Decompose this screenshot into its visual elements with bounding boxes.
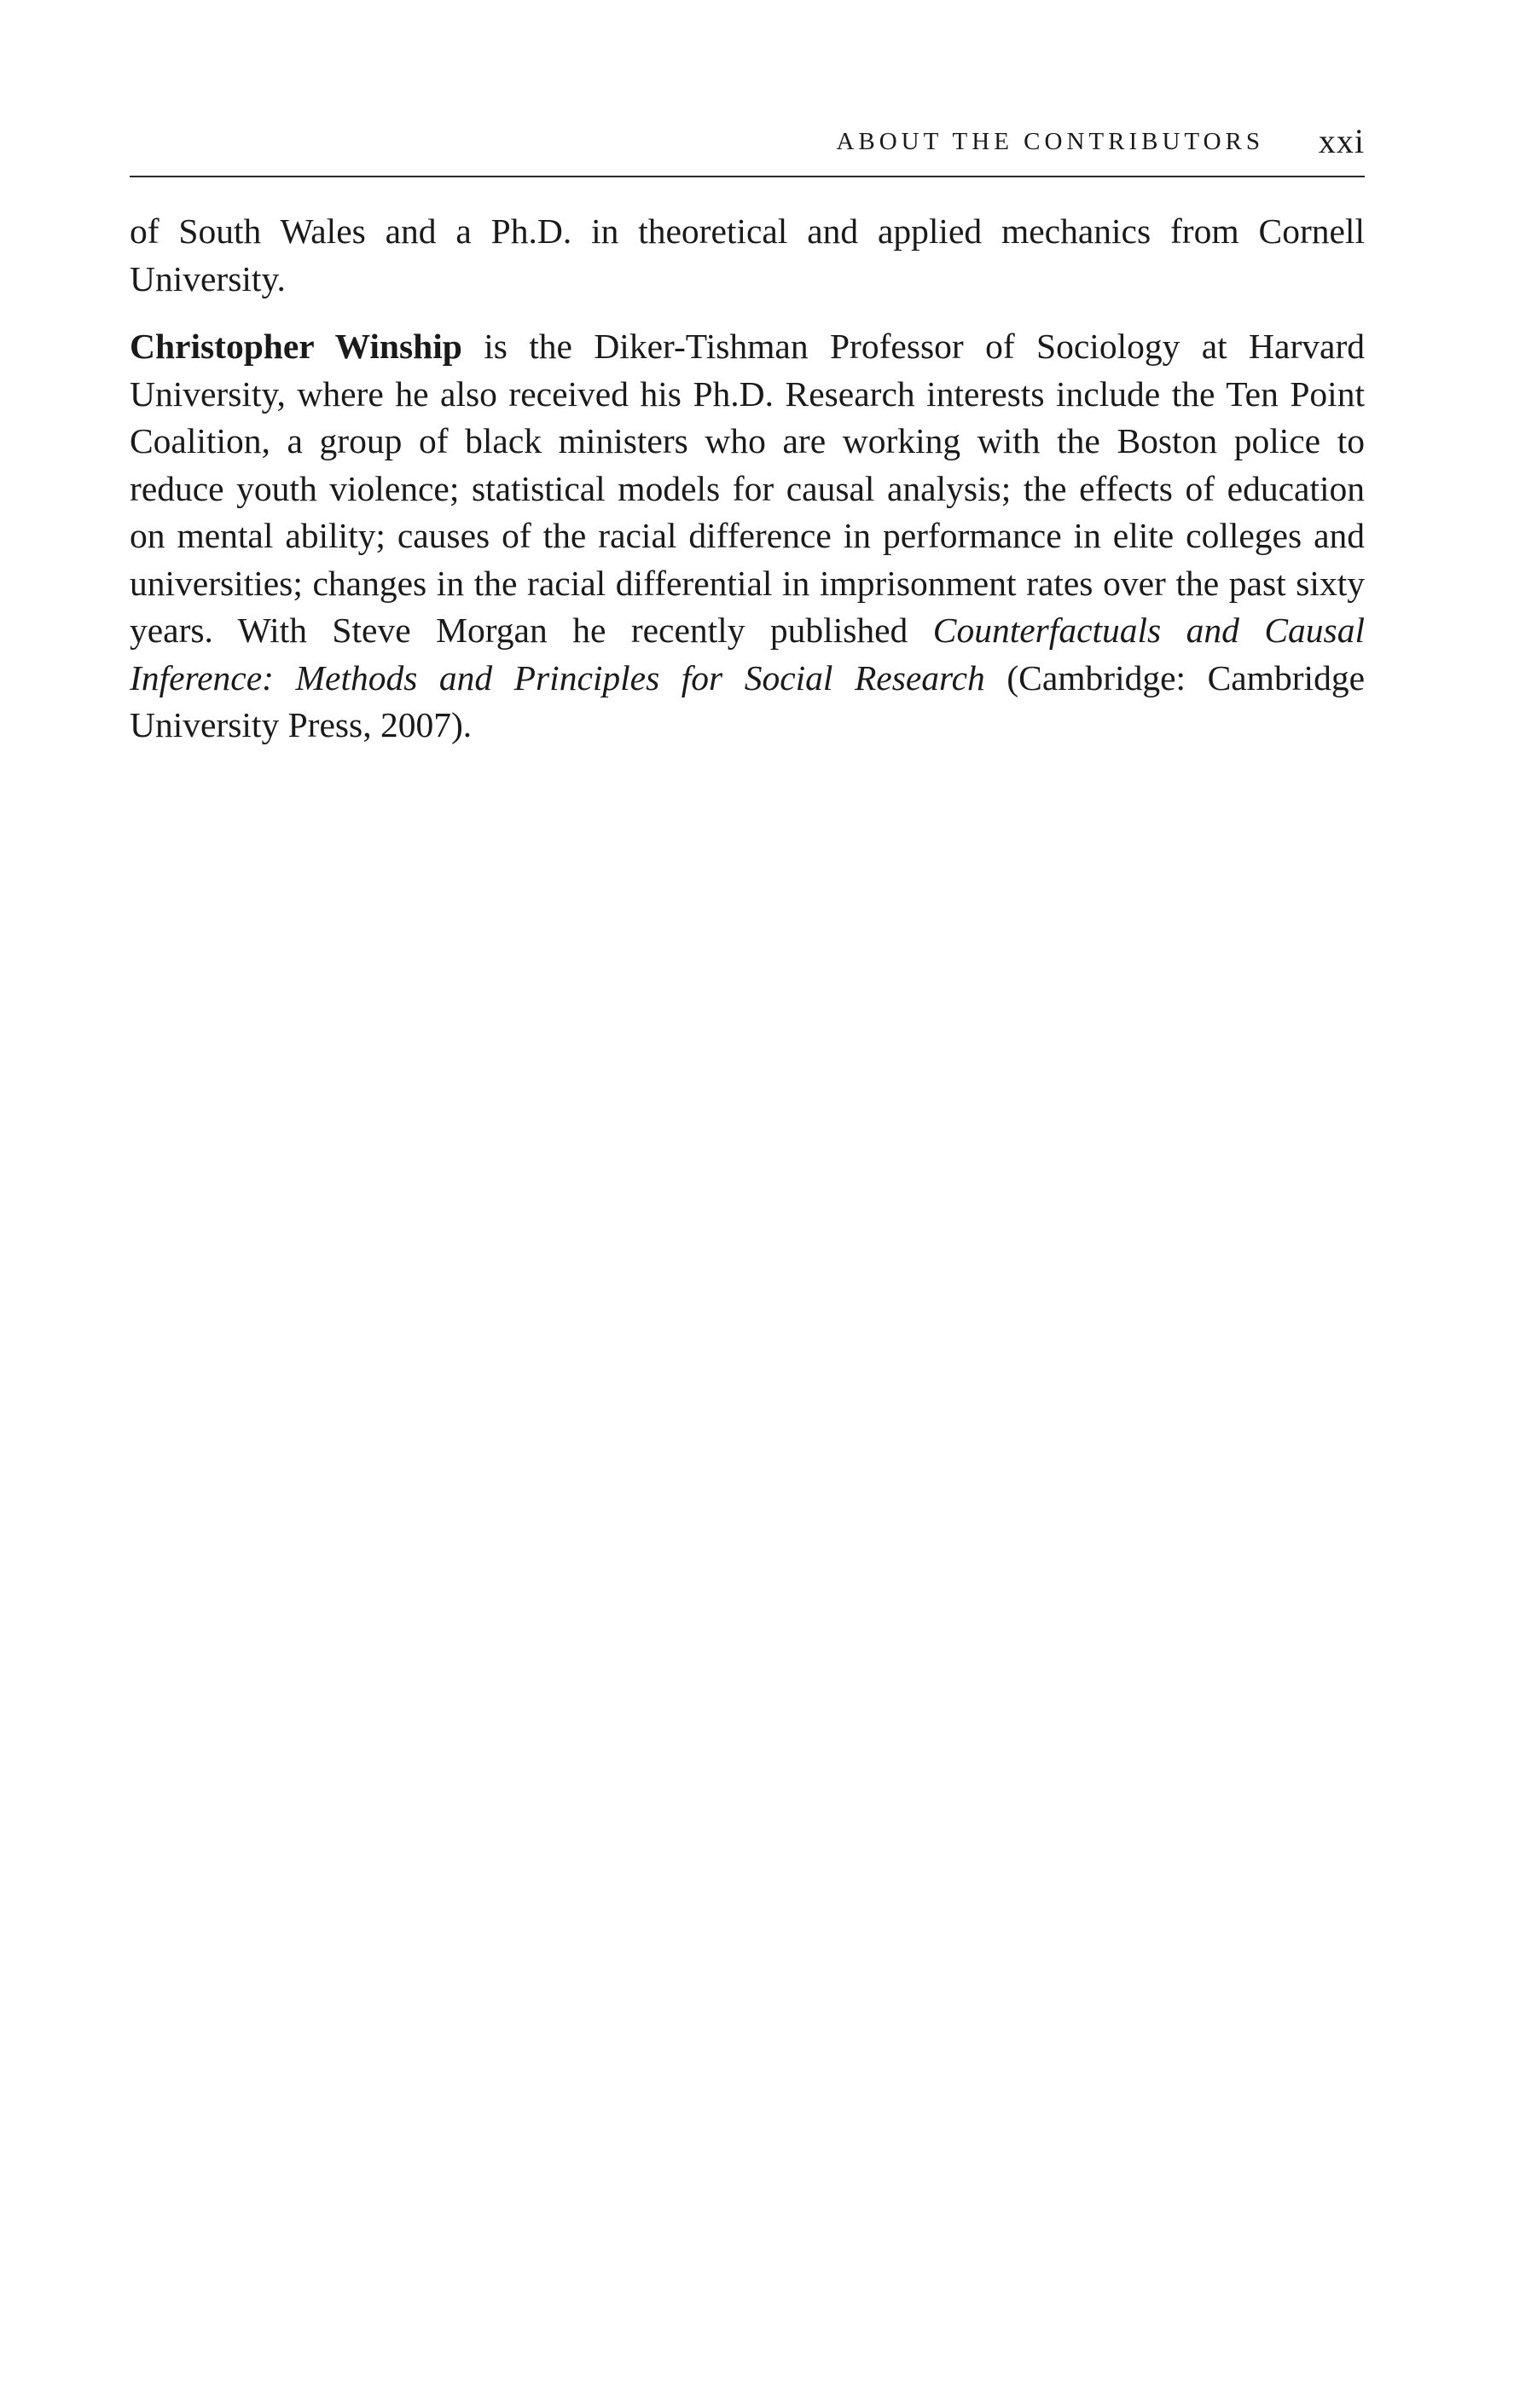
- bio-text: is the Diker-Tishman Professor of Sociology at Harvard University, where he also received his Ph.D. Research interests include the Ten Point Coalition, a group of black ministers who are working with the Boston police to reduce youth violence; statistical models for causal analysis; the effects of education on mental ability; causes of the racial difference in performance in elite colleges and universities; changes in the racial differential in imprisonment rates over the past sixty years. With Steve Morgan he recently published: [130, 327, 1366, 650]
- running-header: [130, 121, 1365, 177]
- paragraph-christopher-winship: [130, 323, 1365, 750]
- page-number: xxi: [1318, 122, 1365, 160]
- contributors-text: [130, 208, 1365, 770]
- running-title: ABOUT THE CONTRIBUTORS: [836, 128, 1264, 155]
- book-title: Counterfactuals and Causal Inference: Methods and Principles for Social Research: [130, 611, 1365, 698]
- bio-text-end: (Cambridge: Cambridge University Press, 2007).: [130, 657, 1365, 744]
- contributor-name: Christopher Winship: [130, 327, 462, 366]
- paragraph-continued: [130, 208, 1365, 303]
- paragraph-text: of South Wales and a Ph.D. in theoretical and applied mechanics from Cornell University.: [130, 211, 1365, 298]
